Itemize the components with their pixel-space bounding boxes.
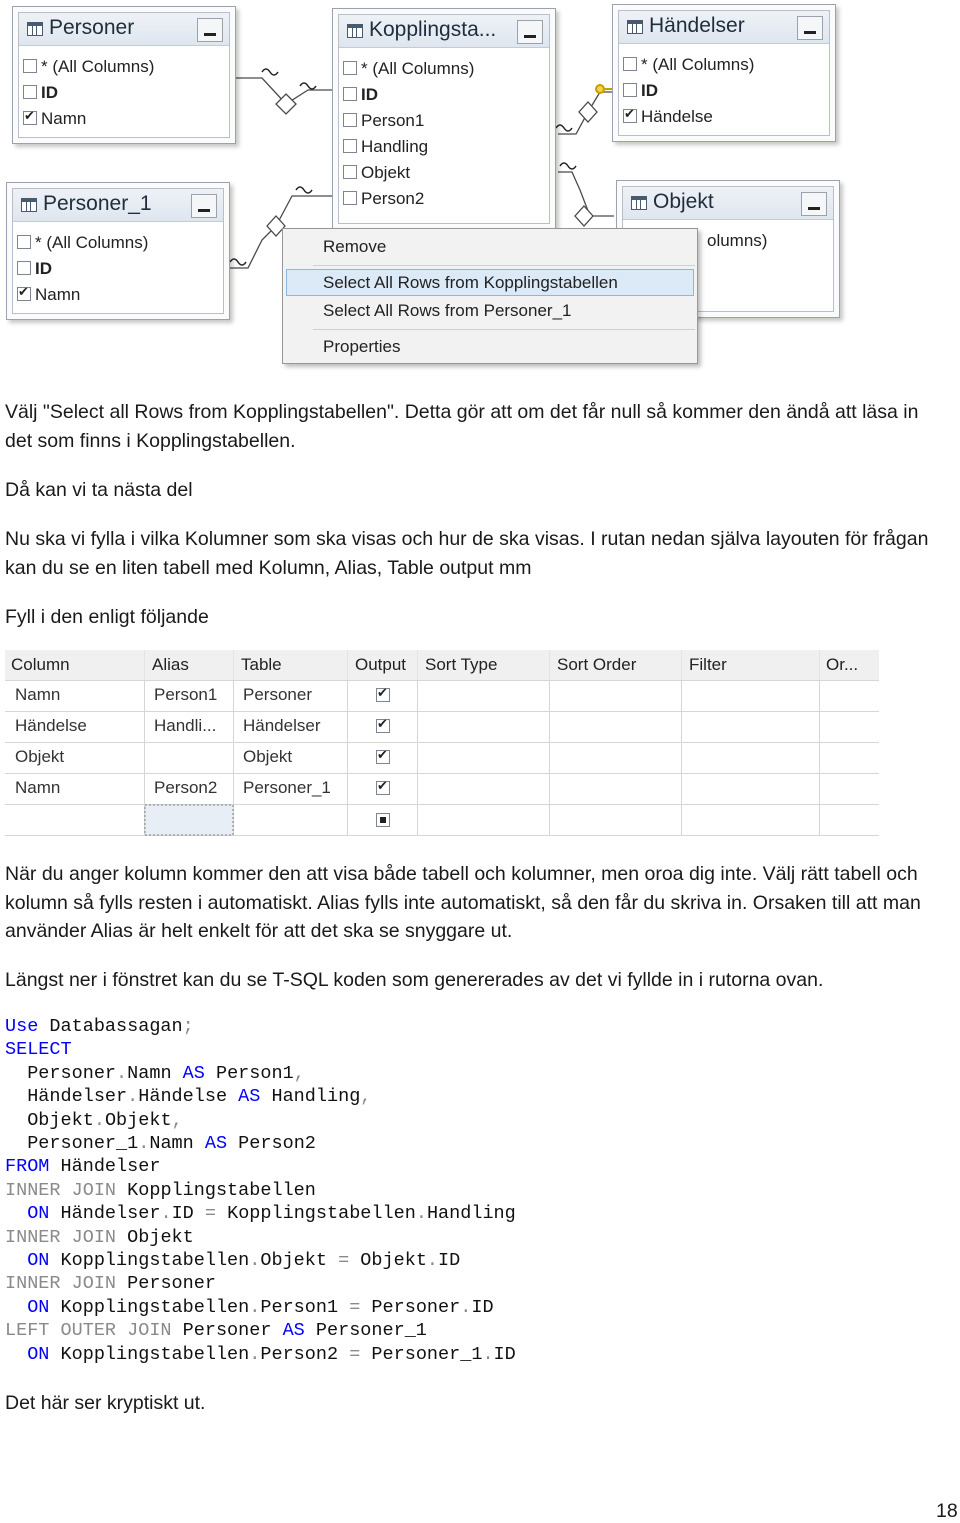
- column-label: olumns): [707, 231, 768, 250]
- table-icon: [21, 198, 37, 212]
- code-text: Personer: [5, 1062, 117, 1084]
- column-label: * (All Columns): [35, 233, 149, 252]
- column-row[interactable]: [343, 85, 378, 109]
- code-operator: =: [338, 1250, 350, 1272]
- code-text: Kopplingstabellen: [49, 1296, 250, 1318]
- code-text: ID: [493, 1343, 516, 1365]
- code-operator: ,: [293, 1062, 305, 1084]
- column-row[interactable]: [623, 107, 713, 131]
- grid-output-checkbox[interactable]: [376, 781, 390, 795]
- grid-cell-column[interactable]: Händelse: [15, 716, 87, 735]
- grid-cell-table[interactable]: Objekt: [243, 747, 293, 766]
- code-operator: ;: [182, 1016, 194, 1037]
- code-text: Händelse: [138, 1086, 239, 1108]
- code-text: Objekt: [104, 1109, 172, 1131]
- menu-item-properties[interactable]: Properties: [323, 337, 401, 356]
- code-keyword: Use: [5, 1016, 39, 1037]
- paragraph: Nu ska vi fylla i vilka Kolumner som ska visas och hur de ska visas. I rutan nedan själva layouten för frågan kan du se en liten tabell med Kolumn, Alias, Table output mm: [5, 528, 929, 579]
- code-line: [5, 1296, 516, 1319]
- code-line: [5, 1015, 516, 1038]
- window-titlebar[interactable]: [339, 15, 549, 48]
- code-keyword: FROM: [5, 1156, 50, 1178]
- minimize-button[interactable]: [797, 16, 823, 40]
- window-title: Personer_1: [43, 192, 152, 215]
- code-operator: .: [93, 1109, 105, 1131]
- code-text: ID: [171, 1203, 205, 1225]
- grid-cell-column[interactable]: Objekt: [15, 747, 65, 766]
- column-checkbox[interactable]: [17, 261, 31, 275]
- paragraph: Längst ner i fönstret kan du se T-SQL koden som genererades av det vi fyllde in i rutorna ovan.: [5, 969, 824, 991]
- code-keyword: SELECT: [5, 1039, 72, 1061]
- grid-header-sort-order[interactable]: Sort Order: [557, 655, 637, 674]
- code-line: [5, 1272, 516, 1295]
- code-text: Händelser: [5, 1086, 128, 1108]
- window-titlebar[interactable]: [13, 189, 223, 222]
- column-checkbox[interactable]: [343, 191, 357, 205]
- code-operator: ,: [171, 1109, 183, 1131]
- code-operator: .: [415, 1203, 427, 1225]
- column-row[interactable]: [17, 233, 148, 257]
- column-label: Objekt: [361, 163, 411, 182]
- code-operator: .: [249, 1296, 261, 1318]
- table-icon: [627, 20, 643, 34]
- column-row[interactable]: [623, 55, 754, 79]
- code-text: Kopplingstabellen: [215, 1203, 416, 1225]
- column-label: Namn: [35, 285, 81, 304]
- column-checkbox[interactable]: [17, 287, 31, 301]
- code-operator: .: [116, 1062, 128, 1084]
- menu-item-select-all-personer-1[interactable]: Select All Rows from Personer_1: [323, 301, 572, 320]
- grid-output-checkbox[interactable]: [376, 688, 390, 702]
- grid-cell-alias[interactable]: Handli...: [154, 716, 217, 735]
- minimize-button[interactable]: [197, 18, 223, 42]
- code-line: [5, 1132, 516, 1155]
- code-line: [5, 1109, 516, 1132]
- code-operator: .: [249, 1343, 261, 1365]
- code-text: Personer: [116, 1273, 216, 1295]
- code-keyword: ON: [5, 1343, 50, 1365]
- column-checkbox[interactable]: [623, 57, 637, 71]
- column-checkbox[interactable]: [23, 59, 37, 73]
- sql-code-block: [5, 1015, 516, 1366]
- grid-output-checkbox[interactable]: [376, 719, 390, 733]
- column-row[interactable]: [23, 83, 58, 107]
- code-operator: INNER JOIN: [5, 1226, 117, 1248]
- column-checkbox[interactable]: [623, 83, 637, 97]
- grid-header-sort-type[interactable]: Sort Type: [425, 655, 498, 674]
- column-row[interactable]: [623, 81, 658, 105]
- context-menu: [282, 228, 698, 364]
- grid-output-checkbox[interactable]: [376, 750, 390, 764]
- code-text: Person1: [260, 1296, 350, 1318]
- code-keyword: ON: [5, 1203, 50, 1225]
- column-label: ID: [361, 85, 378, 104]
- code-text: Objekt: [349, 1250, 427, 1272]
- column-row[interactable]: [707, 231, 767, 255]
- code-line: [5, 1249, 516, 1272]
- grid-header-column[interactable]: Column: [11, 655, 70, 674]
- code-line: [5, 1085, 516, 1108]
- code-text: Personer_1: [5, 1133, 139, 1155]
- paragraph: Då kan vi ta nästa del: [5, 479, 193, 501]
- code-text: Personer: [360, 1296, 461, 1318]
- code-line: [5, 1226, 516, 1249]
- code-keyword: ON: [5, 1296, 50, 1318]
- window-titlebar[interactable]: [623, 187, 833, 220]
- column-checkbox[interactable]: [343, 113, 357, 127]
- column-row[interactable]: [343, 59, 474, 83]
- code-operator: =: [349, 1343, 361, 1365]
- column-checkbox[interactable]: [343, 139, 357, 153]
- window-title: Personer: [49, 16, 135, 39]
- code-text: Personer_1: [304, 1320, 427, 1342]
- code-keyword: AS: [204, 1133, 228, 1155]
- personer-table-window[interactable]: [12, 6, 236, 144]
- handelser-table-window[interactable]: [612, 4, 836, 142]
- code-text: Handling: [426, 1203, 516, 1225]
- column-row[interactable]: [23, 57, 154, 81]
- window-title: Kopplingsta...: [369, 18, 497, 41]
- code-text: Händelser: [49, 1156, 161, 1178]
- column-checkbox[interactable]: [343, 61, 357, 75]
- column-row[interactable]: [343, 189, 424, 213]
- paragraph: När du anger kolumn kommer den att visa både tabell och kolumner, men oroa dig inte. Välj rätt tabell och kolumn så fylls resten i automatiskt. Alias fylls inte automatiskt, så den får du skriva in. Orsaken till att man använder Alias är helt enkelt för att det ska se snyggare ut.: [5, 863, 921, 942]
- code-text: Personer_1: [360, 1343, 483, 1365]
- grid-cell-alias[interactable]: Person2: [154, 778, 218, 797]
- grid-lines: [5, 650, 879, 838]
- paragraph: Det här ser kryptiskt ut.: [5, 1392, 206, 1414]
- code-operator: LEFT OUTER JOIN: [5, 1320, 172, 1342]
- window-title: Objekt: [653, 190, 714, 213]
- table-icon: [347, 24, 363, 38]
- grid-output-checkbox[interactable]: [376, 813, 390, 827]
- window-titlebar[interactable]: [619, 11, 829, 44]
- query-criteria-grid: [5, 650, 879, 838]
- personer-1-table-window[interactable]: [6, 182, 230, 320]
- grid-header-alias[interactable]: Alias: [152, 655, 189, 674]
- menu-separator: [313, 329, 695, 330]
- column-label: * (All Columns): [641, 55, 755, 74]
- column-label: Handling: [361, 137, 429, 156]
- code-text: Kopplingstabellen: [49, 1343, 250, 1365]
- code-text: Person2: [260, 1343, 350, 1365]
- column-label: * (All Columns): [41, 57, 155, 76]
- code-text: Objekt: [260, 1250, 339, 1272]
- code-text: Databassagan: [38, 1016, 183, 1037]
- window-titlebar[interactable]: [19, 13, 229, 46]
- code-text: ID: [471, 1296, 494, 1318]
- code-text: Person1: [204, 1062, 294, 1084]
- grid-header-or[interactable]: Or...: [826, 655, 859, 674]
- column-label: Händelse: [641, 107, 713, 126]
- column-label: * (All Columns): [361, 59, 475, 78]
- code-text: Namn: [127, 1062, 183, 1084]
- code-operator: .: [482, 1343, 494, 1365]
- column-checkbox[interactable]: [23, 85, 37, 99]
- column-row[interactable]: [17, 285, 80, 309]
- paragraph: Fyll i den enligt följande: [5, 606, 209, 628]
- code-line: [5, 1038, 516, 1061]
- grid-header-table[interactable]: Table: [241, 655, 282, 674]
- menu-item-remove[interactable]: Remove: [323, 237, 387, 256]
- column-checkbox[interactable]: [623, 109, 637, 123]
- grid-cell-table[interactable]: Personer_1: [243, 778, 331, 797]
- code-keyword: ON: [5, 1250, 50, 1272]
- code-operator: .: [460, 1296, 472, 1318]
- code-text: Namn: [149, 1133, 205, 1155]
- grid-cell-column[interactable]: Namn: [15, 778, 61, 797]
- code-operator: .: [127, 1086, 139, 1108]
- code-operator: =: [204, 1203, 216, 1225]
- column-row[interactable]: [343, 163, 410, 187]
- code-line: [5, 1343, 516, 1366]
- code-keyword: AS: [282, 1320, 305, 1342]
- code-operator: INNER JOIN: [5, 1273, 117, 1295]
- code-line: [5, 1319, 516, 1342]
- column-row[interactable]: [343, 137, 428, 161]
- minimize-button[interactable]: [517, 20, 543, 44]
- code-line: [5, 1202, 516, 1225]
- kopplingstabellen-table-window[interactable]: [332, 8, 556, 230]
- grid-cell-alias[interactable]: Person1: [154, 685, 218, 704]
- code-line: [5, 1179, 516, 1202]
- column-row[interactable]: [17, 259, 52, 283]
- grid-header-output[interactable]: Output: [355, 655, 407, 674]
- code-operator: .: [160, 1203, 172, 1225]
- code-text: Händelser: [49, 1203, 161, 1225]
- column-label: Namn: [41, 109, 87, 128]
- code-line: [5, 1062, 516, 1085]
- code-text: Personer: [171, 1320, 283, 1342]
- code-text: Kopplingstabellen: [116, 1179, 316, 1201]
- menu-item-select-all-kopplingstabellen[interactable]: Select All Rows from Kopplingstabellen: [323, 273, 618, 292]
- column-checkbox[interactable]: [23, 111, 37, 125]
- column-label: ID: [41, 83, 58, 102]
- column-label: Person1: [361, 111, 425, 130]
- code-operator: INNER JOIN: [5, 1179, 117, 1201]
- code-text: Handling: [260, 1086, 361, 1108]
- minimize-button[interactable]: [191, 194, 217, 218]
- column-checkbox[interactable]: [17, 235, 31, 249]
- code-operator: .: [249, 1250, 261, 1272]
- column-checkbox[interactable]: [343, 87, 357, 101]
- code-operator: ,: [360, 1086, 372, 1108]
- code-keyword: AS: [182, 1062, 205, 1084]
- code-line: [5, 1155, 516, 1178]
- code-text: Objekt: [116, 1226, 194, 1248]
- code-text: Kopplingstabellen: [49, 1250, 250, 1272]
- grid-header-filter[interactable]: Filter: [689, 655, 727, 674]
- window-title: Händelser: [649, 14, 745, 37]
- code-text: Objekt: [5, 1109, 94, 1131]
- column-label: ID: [35, 259, 52, 278]
- table-icon: [27, 22, 43, 36]
- minimize-button[interactable]: [801, 192, 827, 216]
- code-text: Person2: [227, 1133, 316, 1155]
- column-label: Person2: [361, 189, 425, 208]
- grid-cell-table[interactable]: Personer: [243, 685, 312, 704]
- page-number: 18: [936, 1500, 958, 1522]
- grid-cell-table[interactable]: Händelser: [243, 716, 321, 735]
- code-operator: .: [138, 1133, 150, 1155]
- column-checkbox[interactable]: [343, 165, 357, 179]
- code-text: ID: [438, 1250, 461, 1272]
- paragraph: Välj "Select all Rows from Kopplingstabellen". Detta gör att om det får null så kommer den ändå att läsa in det som finns i Kopplingstabellen.: [5, 401, 919, 452]
- column-label: ID: [641, 81, 658, 100]
- code-keyword: AS: [238, 1086, 261, 1108]
- column-row[interactable]: [23, 109, 86, 133]
- code-operator: .: [426, 1250, 439, 1272]
- column-row[interactable]: [343, 111, 424, 135]
- table-icon: [631, 196, 647, 210]
- menu-separator: [313, 265, 695, 266]
- code-operator: =: [349, 1296, 361, 1318]
- grid-cell-column[interactable]: Namn: [15, 685, 61, 704]
